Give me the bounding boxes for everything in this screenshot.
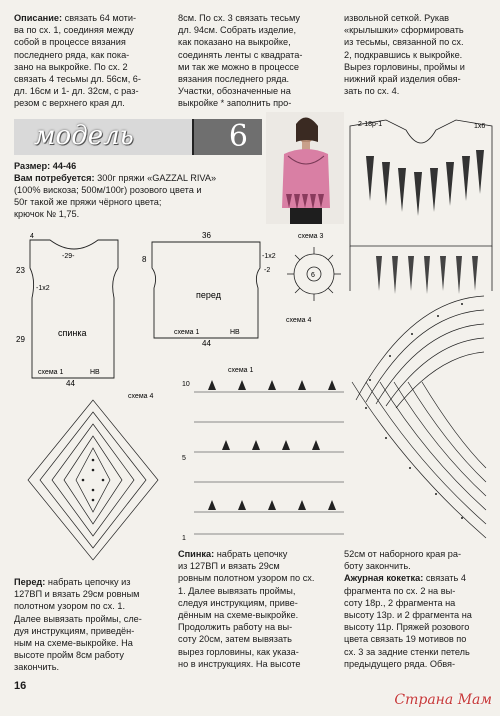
back-line: дённым на схеме-выкройке. — [178, 610, 299, 621]
motif-scheme-3 — [280, 230, 352, 331]
col2-line: 8см. По сх. 3 связать тесьму — [178, 13, 300, 23]
front-dim-44: 44 — [202, 339, 211, 348]
col2-line: соединять ленты с квадрата- — [178, 49, 303, 60]
back-scheme-label: схема 1 — [38, 369, 64, 376]
col2-line: выкройке * заполнить про- — [178, 98, 292, 109]
front-text: набрать цепочку из — [45, 577, 131, 587]
back-dim-4: 4 — [30, 233, 34, 240]
front-instructions — [14, 576, 172, 674]
col1-text: собой в процессе вязания — [14, 37, 126, 48]
strip-label: 2-18р-1 — [358, 121, 383, 128]
front-line: высоте пройм 8см работу — [14, 650, 124, 661]
yoke-line: соту 18р., 2 фрагмента на — [344, 597, 456, 608]
scheme4-label: схема 4 — [128, 393, 154, 400]
front-line: ным на схеме-выкройке. На — [14, 638, 133, 649]
scheme4-label-small: схема 4 — [286, 317, 312, 324]
col1-line — [14, 73, 172, 85]
row-1: 1 — [182, 535, 186, 542]
front-dim-2: -2 — [264, 267, 271, 274]
col1-text: резом с верхнего края дл. — [14, 98, 125, 109]
col2-line: ми так же можно в процессе — [178, 61, 299, 72]
col1-line — [14, 49, 172, 61]
front-line: полотном узором по сх. 1. — [14, 601, 126, 612]
front-line: Далее вывязать проймы, сле- — [14, 613, 142, 624]
back-label: спинка — [58, 328, 87, 338]
col1-line — [14, 24, 172, 36]
back-line: 1. Далее вывязать проймы, — [178, 585, 296, 596]
col1-text: последнего ряда, как пока- — [14, 49, 130, 60]
col2-line: дл. 94см. Собрать изделие, — [178, 25, 297, 36]
yoke-line: цвета связать 19 мотивов по — [344, 634, 467, 645]
col1-line — [14, 85, 172, 97]
watermark: Страна Мам — [394, 692, 492, 708]
materials-line — [14, 172, 264, 184]
materials-line-2: 50г такой же пряжи чёрного цвета; — [14, 197, 162, 207]
yoke-instructions — [344, 548, 494, 670]
front-dim-x2: -1x2 — [262, 253, 276, 260]
front-line: закончить. — [14, 662, 60, 673]
back-dim-44: 44 — [66, 379, 75, 388]
scheme3-label: схема 3 — [298, 233, 324, 240]
yoke-heading: Ажурная кокетка: — [344, 573, 424, 584]
back-instructions — [178, 548, 338, 670]
col2-line: Участки, обозначенные на — [178, 86, 291, 97]
col1-line — [14, 36, 172, 48]
front-schematic — [140, 228, 278, 353]
svg-text:6: 6 — [311, 272, 315, 279]
model-title: модель — [14, 119, 194, 155]
materials-line-3: крючок № 1,75. — [14, 209, 80, 219]
back-schematic — [14, 228, 134, 393]
col3-line: извольной сеткой. Рукав — [344, 13, 450, 23]
front-scheme-label: схема 1 — [174, 329, 200, 336]
back-dim-29: 29 — [16, 335, 25, 344]
front-hb-label: НВ — [230, 329, 240, 336]
fan-pattern-lower — [346, 378, 496, 553]
materials-label: Вам потребуется: — [14, 173, 95, 183]
materials-line-0: 300г пряжи «GAZZAL RIVA» — [94, 173, 217, 183]
col2-line: вязания последнего ряда. — [178, 74, 290, 85]
back-line: но в инструкциях. На высоте — [178, 658, 301, 669]
front-line: 127ВП и вязать 29см ровным — [14, 589, 140, 600]
back-dim-x2: -1x2 — [36, 285, 50, 292]
front-line: дуя инструкциям, приведён- — [14, 625, 135, 636]
description-column-1 — [14, 12, 172, 110]
back-heading: Спинка: — [178, 549, 215, 559]
scheme1-label: схема 1 — [228, 367, 254, 374]
row-5: 5 — [182, 455, 186, 462]
row-10: 10 — [182, 381, 190, 388]
back-text: набрать цепочку — [214, 549, 288, 559]
yoke-pre-line: 52см от наборного края ра- — [344, 549, 462, 559]
yoke-line: сх. 3 за задние стенки петель — [344, 646, 470, 657]
page-number: 16 — [14, 680, 27, 692]
col3-line: 2, подкравшись к выкройке. — [344, 49, 463, 60]
col1-text: ва по сх. 1, соединяя между — [14, 25, 134, 36]
back-line: следуя инструкциям, приве- — [178, 597, 298, 608]
front-dim-36: 36 — [202, 231, 211, 240]
yoke-schematic — [346, 116, 496, 306]
back-line: из 127ВП и вязать 29см — [178, 561, 280, 572]
description-column-2 — [178, 12, 333, 110]
yoke-line — [344, 572, 494, 584]
col3-line: из тесьмы, связанной по сх. — [344, 37, 464, 48]
back-dim-23: 23 — [16, 266, 25, 275]
size-line — [14, 160, 264, 172]
back-line: вырез горловины, как указа- — [178, 646, 299, 657]
col3-line: «крылышки» сформировать — [344, 25, 464, 36]
yoke-line: высоту 13р. и 2 фрагмента на — [344, 610, 472, 621]
materials-spec — [14, 160, 264, 220]
front-dim-8: 8 — [142, 255, 147, 264]
yoke-line: высоту 11р. Пряжей розового — [344, 622, 470, 633]
yoke-line: предыдущего ряда. Обвя- — [344, 658, 456, 669]
front-line — [14, 576, 172, 588]
col1-line — [14, 12, 172, 24]
size-label: Размер: — [14, 161, 51, 171]
size-value: 44-46 — [52, 161, 77, 171]
yoke-text: связать 4 — [423, 573, 466, 584]
back-line: Продолжить работу на вы- — [178, 622, 293, 633]
materials-line-1: (100% вискоза; 500м/100г) розового цвета и — [14, 185, 202, 195]
front-label: перед — [196, 290, 221, 300]
col2-line: как показано на выкройке, — [178, 37, 291, 48]
model-number: 6 — [228, 119, 248, 154]
back-line: ровным полотном узором по сх. — [178, 573, 315, 584]
col3-line: нижний край изделия обвя- — [344, 74, 461, 85]
col1-text: связать 64 моти- — [62, 13, 137, 23]
col1-text: зано на выкройке. По сх. 2 — [14, 61, 128, 72]
back-line: соту 20см, затем вывязать — [178, 634, 292, 645]
col1-bold: Описание: — [14, 13, 63, 23]
col3-line: зать по сх. 4. — [344, 86, 400, 97]
back-dim-29b: -29- — [62, 253, 75, 260]
back-line — [178, 548, 338, 560]
col1-text: дл. 16см и 1- дл. 32см, с раз- — [14, 86, 139, 97]
yoke-pre-line: боту закончить. — [344, 561, 411, 572]
model-photo — [266, 112, 344, 224]
yoke-line: фрагмента по сх. 2 на вы- — [344, 585, 456, 596]
col1-line — [14, 97, 172, 109]
model-banner — [14, 119, 262, 155]
strip-x-label: 1х6 — [474, 123, 486, 130]
col1-text: связать 4 тесьмы дл. 56см, 6- — [14, 74, 141, 85]
description-column-3 — [344, 12, 494, 97]
col3-line: Вырез горловины, проймы и — [344, 61, 465, 72]
col1-line — [14, 61, 172, 73]
front-heading: Перед: — [14, 577, 46, 587]
pattern-chart-scheme-4 — [18, 390, 168, 575]
back-hb-label: НВ — [90, 369, 100, 376]
